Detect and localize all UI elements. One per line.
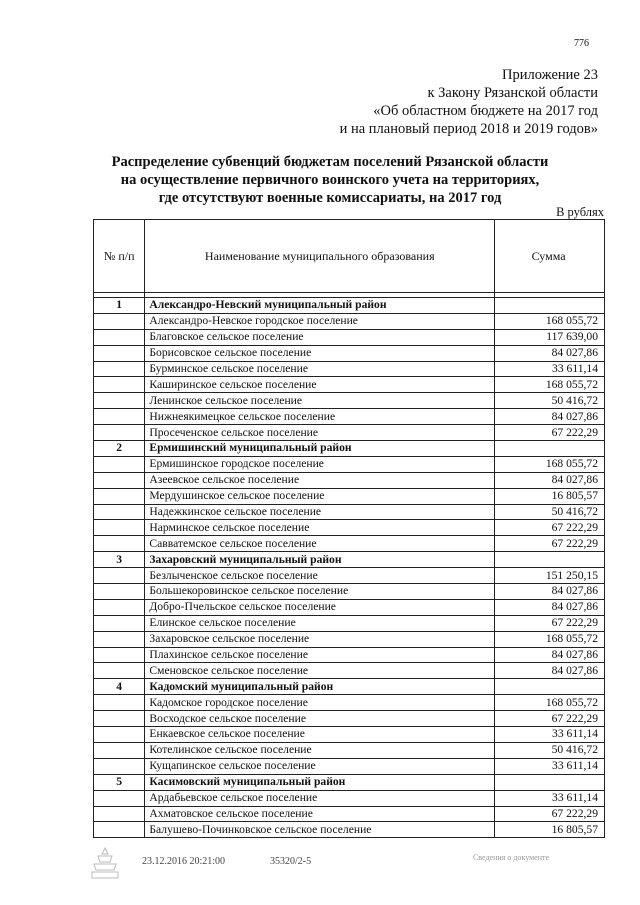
appendix-line-1: Приложение 23 bbox=[502, 67, 598, 83]
row-number bbox=[94, 711, 145, 727]
table-row bbox=[94, 313, 605, 329]
table-row bbox=[94, 584, 605, 600]
settlement-name: Восходское сельское поселение bbox=[145, 711, 495, 727]
settlement-sum: 67 222,29 bbox=[495, 536, 605, 552]
district-row bbox=[94, 774, 605, 790]
district-sum bbox=[495, 774, 605, 790]
faint-stamp: Сведения о документе bbox=[472, 853, 550, 862]
district-name: Кадомский муниципальный район bbox=[145, 679, 495, 695]
settlement-name: Ардабьевское сельское поселение bbox=[145, 790, 495, 806]
row-number bbox=[94, 790, 145, 806]
settlement-name: Борисовское сельское поселение bbox=[145, 345, 495, 361]
table-row bbox=[94, 568, 605, 584]
page-number: 776 bbox=[574, 38, 589, 49]
settlement-name: Бурминское сельское поселение bbox=[145, 361, 495, 377]
district-number: 2 bbox=[94, 441, 145, 457]
settlement-name: Добро-Пчельское сельское поселение bbox=[145, 599, 495, 615]
table-row bbox=[94, 631, 605, 647]
district-number: 3 bbox=[94, 552, 145, 568]
settlement-sum: 16 805,57 bbox=[495, 488, 605, 504]
document-title bbox=[70, 153, 590, 207]
settlement-sum: 33 611,14 bbox=[495, 361, 605, 377]
row-number bbox=[94, 599, 145, 615]
table-row bbox=[94, 615, 605, 631]
settlement-name: Савватемское сельское поселение bbox=[145, 536, 495, 552]
settlement-name: Большекоровинское сельское поселение bbox=[145, 584, 495, 600]
settlement-sum: 168 055,72 bbox=[495, 313, 605, 329]
table-row bbox=[94, 758, 605, 774]
table-row bbox=[94, 790, 605, 806]
settlement-name: Кадомское городское поселение bbox=[145, 695, 495, 711]
table-row bbox=[94, 345, 605, 361]
subsidy-table bbox=[93, 219, 605, 838]
settlement-name: Захаровское сельское поселение bbox=[145, 631, 495, 647]
table-row bbox=[94, 806, 605, 822]
row-number bbox=[94, 488, 145, 504]
settlement-sum: 151 250,15 bbox=[495, 568, 605, 584]
settlement-sum: 33 611,14 bbox=[495, 790, 605, 806]
row-number bbox=[94, 456, 145, 472]
settlement-sum: 84 027,86 bbox=[495, 409, 605, 425]
appendix-line-2: к Закону Рязанской области bbox=[427, 85, 598, 101]
settlement-sum: 50 416,72 bbox=[495, 504, 605, 520]
settlement-name: Надежкинское сельское поселение bbox=[145, 504, 495, 520]
district-sum bbox=[495, 552, 605, 568]
settlement-sum: 84 027,86 bbox=[495, 345, 605, 361]
title-line-3: где отсутствуют военные комиссариаты, на 2017 год bbox=[158, 190, 502, 206]
table-row bbox=[94, 425, 605, 441]
table-row bbox=[94, 456, 605, 472]
footer-datetime: 23.12.2016 20:21:00 bbox=[142, 856, 226, 867]
settlement-name: Просеченское сельское поселение bbox=[145, 425, 495, 441]
district-row bbox=[94, 298, 605, 314]
settlement-sum: 50 416,72 bbox=[495, 393, 605, 409]
appendix-line-3: «Об областном бюджете на 2017 год bbox=[373, 103, 598, 119]
table-row bbox=[94, 822, 605, 838]
settlement-name: Азеевское сельское поселение bbox=[145, 472, 495, 488]
district-row bbox=[94, 679, 605, 695]
table-row bbox=[94, 393, 605, 409]
settlement-sum: 67 222,29 bbox=[495, 806, 605, 822]
district-number: 1 bbox=[94, 298, 145, 314]
table-row bbox=[94, 663, 605, 679]
emblem-logo bbox=[88, 846, 122, 882]
settlement-sum: 84 027,86 bbox=[495, 663, 605, 679]
district-sum bbox=[495, 298, 605, 314]
settlement-name: Ленинское сельское поселение bbox=[145, 393, 495, 409]
row-number bbox=[94, 663, 145, 679]
row-number bbox=[94, 520, 145, 536]
settlement-name: Балушево-Починковское сельское поселение bbox=[145, 822, 495, 838]
settlement-sum: 67 222,29 bbox=[495, 711, 605, 727]
district-row bbox=[94, 441, 605, 457]
settlement-name: Енкаевское сельское поселение bbox=[145, 727, 495, 743]
table-body bbox=[94, 293, 605, 838]
settlement-name: Сменовское сельское поселение bbox=[145, 663, 495, 679]
table-row bbox=[94, 742, 605, 758]
settlement-sum: 168 055,72 bbox=[495, 695, 605, 711]
district-number: 4 bbox=[94, 679, 145, 695]
row-number bbox=[94, 329, 145, 345]
settlement-sum: 84 027,86 bbox=[495, 647, 605, 663]
settlement-sum: 16 805,57 bbox=[495, 822, 605, 838]
row-number bbox=[94, 425, 145, 441]
table-row bbox=[94, 504, 605, 520]
title-line-2: на осуществление первичного воинского учета на территориях, bbox=[120, 172, 540, 188]
district-name: Захаровский муниципальный район bbox=[145, 552, 495, 568]
appendix-line-4: и на плановый период 2018 и 2019 годов» bbox=[339, 121, 598, 137]
table-header-row bbox=[94, 220, 605, 293]
settlement-sum: 50 416,72 bbox=[495, 742, 605, 758]
district-row bbox=[94, 552, 605, 568]
row-number bbox=[94, 409, 145, 425]
settlement-name: Кущапинское сельское поселение bbox=[145, 758, 495, 774]
settlement-name: Нижнеякимецкое сельское поселение bbox=[145, 409, 495, 425]
settlement-name: Плахинское сельское поселение bbox=[145, 647, 495, 663]
table-row bbox=[94, 520, 605, 536]
settlement-name: Александро-Невское городское поселение bbox=[145, 313, 495, 329]
row-number bbox=[94, 822, 145, 838]
row-number bbox=[94, 631, 145, 647]
row-number bbox=[94, 727, 145, 743]
district-name: Ермишинский муниципальный район bbox=[145, 441, 495, 457]
row-number bbox=[94, 758, 145, 774]
settlement-sum: 67 222,29 bbox=[495, 615, 605, 631]
table-row bbox=[94, 361, 605, 377]
settlement-sum: 33 611,14 bbox=[495, 758, 605, 774]
settlement-sum: 67 222,29 bbox=[495, 520, 605, 536]
row-number bbox=[94, 742, 145, 758]
district-number: 5 bbox=[94, 774, 145, 790]
table-row bbox=[94, 409, 605, 425]
table-row bbox=[94, 599, 605, 615]
table-row bbox=[94, 377, 605, 393]
settlement-name: Елинское сельское поселение bbox=[145, 615, 495, 631]
row-number bbox=[94, 568, 145, 584]
settlement-name: Мердушинское сельское поселение bbox=[145, 488, 495, 504]
units-label: В рублях bbox=[556, 205, 604, 219]
row-number bbox=[94, 313, 145, 329]
settlement-name: Каширинское сельское поселение bbox=[145, 377, 495, 393]
row-number bbox=[94, 345, 145, 361]
header-number: № п/п bbox=[94, 220, 145, 293]
header-name: Наименование муниципального образования bbox=[145, 220, 495, 293]
settlement-name: Котелинское сельское поселение bbox=[145, 742, 495, 758]
settlement-sum: 168 055,72 bbox=[495, 377, 605, 393]
row-number bbox=[94, 615, 145, 631]
settlement-sum: 84 027,86 bbox=[495, 599, 605, 615]
settlement-sum: 168 055,72 bbox=[495, 456, 605, 472]
row-number bbox=[94, 377, 145, 393]
appendix-block bbox=[340, 66, 598, 138]
table-row bbox=[94, 727, 605, 743]
settlement-name: Нарминское сельское поселение bbox=[145, 520, 495, 536]
row-number bbox=[94, 647, 145, 663]
table-row bbox=[94, 695, 605, 711]
table-row bbox=[94, 472, 605, 488]
district-sum bbox=[495, 441, 605, 457]
footer-code: 35320/2-5 bbox=[270, 856, 312, 867]
settlement-name: Ермишинское городское поселение bbox=[145, 456, 495, 472]
settlement-sum: 67 222,29 bbox=[495, 425, 605, 441]
title-line-1: Распределение субвенций бюджетам поселений Рязанской области bbox=[111, 154, 549, 170]
row-number bbox=[94, 472, 145, 488]
settlement-name: Ахматовское сельское поселение bbox=[145, 806, 495, 822]
settlement-sum: 168 055,72 bbox=[495, 631, 605, 647]
table-row bbox=[94, 488, 605, 504]
district-sum bbox=[495, 679, 605, 695]
row-number bbox=[94, 584, 145, 600]
table-row bbox=[94, 536, 605, 552]
district-name: Александро-Невский муниципальный район bbox=[145, 298, 495, 314]
settlement-sum: 84 027,86 bbox=[495, 584, 605, 600]
table-row bbox=[94, 647, 605, 663]
row-number bbox=[94, 806, 145, 822]
settlement-sum: 33 611,14 bbox=[495, 727, 605, 743]
row-number bbox=[94, 695, 145, 711]
row-number bbox=[94, 504, 145, 520]
header-sum: Сумма bbox=[495, 220, 605, 293]
settlement-sum: 117 639,00 bbox=[495, 329, 605, 345]
settlement-name: Безлыченское сельское поселение bbox=[145, 568, 495, 584]
table-row bbox=[94, 711, 605, 727]
settlement-sum: 84 027,86 bbox=[495, 472, 605, 488]
settlement-name: Благовское сельское поселение bbox=[145, 329, 495, 345]
row-number bbox=[94, 361, 145, 377]
table-row bbox=[94, 329, 605, 345]
row-number bbox=[94, 536, 145, 552]
district-name: Касимовский муниципальный район bbox=[145, 774, 495, 790]
row-number bbox=[94, 393, 145, 409]
